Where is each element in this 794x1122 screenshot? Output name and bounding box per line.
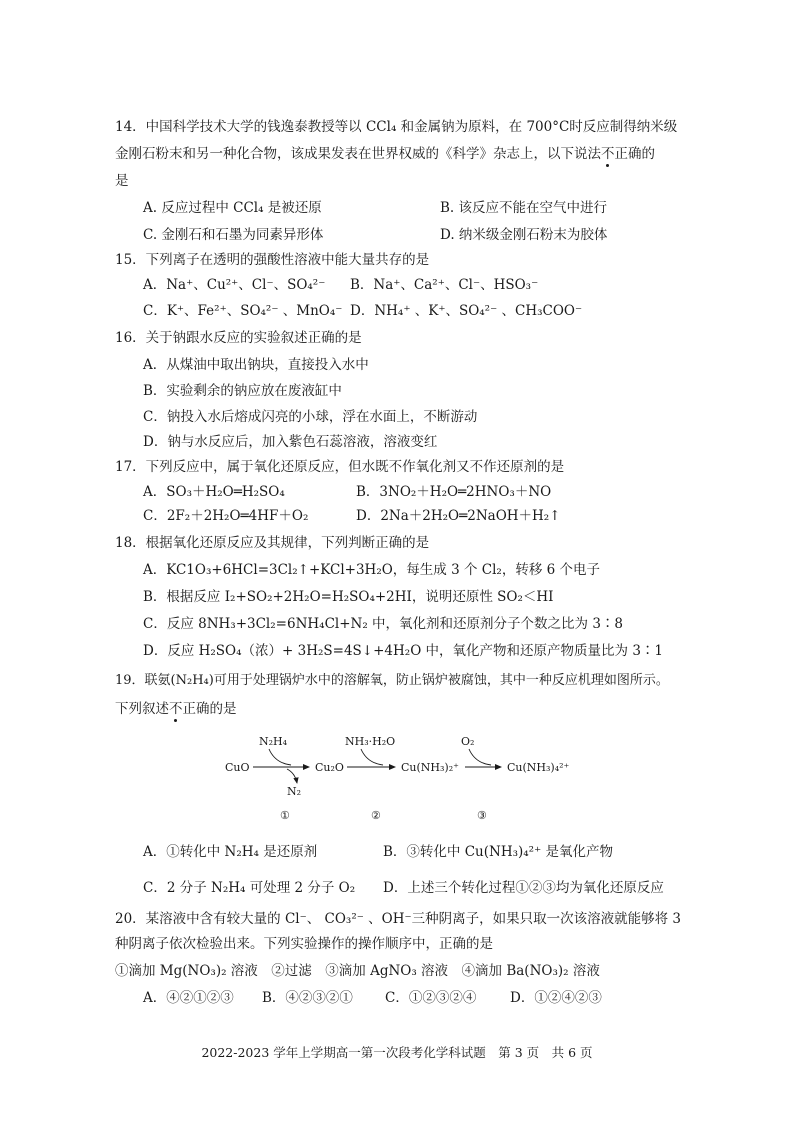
- q14-emphasis-not: 不: [601, 146, 615, 162]
- q20-operations: ①滴加 Mg(NO₃)₂ 溶液 ②过滤 ③滴加 AgNO₃ 溶液 ④滴加 Ba(NO₃)₂ 溶液: [115, 963, 600, 979]
- curve-reagent1: [269, 749, 291, 765]
- q19-stem-line1: 19．联氨(N₂H₄)可用于处理锅炉水中的溶解氧，防止锅炉被腐蚀，其中一种反应机理如图所示。: [115, 673, 669, 688]
- reagent-nh3-h2o: NH₃·H₂O: [345, 735, 396, 748]
- step-label-1: ①: [280, 809, 290, 822]
- q14-option-a: A. 反应过程中 CCl₄ 是被还原: [143, 200, 322, 216]
- species-cu-nh3-4: Cu(NH₃)₄²⁺: [507, 761, 570, 774]
- q14-option-b: B. 该反应不能在空气中进行: [440, 200, 608, 216]
- species-cu2o: Cu₂O: [315, 761, 344, 774]
- q17-stem: 17．下列反应中，属于氧化还原反应，但水既不作氧化剂又不作还原剂的是: [115, 459, 565, 475]
- q19-option-d: D．上述三个转化过程①②③均为氧化还原反应: [383, 880, 664, 896]
- q14-stem-line1: 14．中国科学技术大学的钱逸泰教授等以 CCl₄ 和金属钠为原料，在 700°C时反应制得纳米级: [115, 119, 678, 135]
- q15-option-c: C．K⁺、Fe²⁺、SO₄²⁻ 、MnO₄⁻: [143, 303, 343, 319]
- q17-option-d: D．2Na＋2H₂O═2NaOH＋H₂↑: [356, 508, 561, 524]
- q14-option-d: D. 纳米级金刚石粉末为胶体: [440, 227, 608, 243]
- q16-option-a: A．从煤油中取出钠块，直接投入水中: [143, 357, 369, 373]
- step-label-2: ②: [371, 809, 381, 822]
- q19-stem-line2-b: 正确的是: [182, 701, 237, 717]
- curve-reagent3: [469, 749, 491, 765]
- curve-reagent2: [361, 749, 383, 765]
- q18-option-c: C．反应 8NH₃+3Cl₂=6NH₄Cl+N₂ 中，氧化剂和还原剂分子个数之比为 3∶8: [143, 616, 624, 632]
- q19-option-c: C．2 分子 N₂H₄ 可处理 2 分子 O₂: [143, 880, 356, 896]
- page-footer: 2022-2023 学年上学期高一第一次段考化学科试题 第 3 页 共 6 页: [201, 1045, 593, 1060]
- q17-option-c: C．2F₂＋2H₂O═4HF＋O₂: [143, 508, 309, 524]
- q14-stem-line2-a: 金刚石粉末和另一种化合物，该成果发表在世界权威的《科学》杂志上，以下说法: [115, 146, 601, 162]
- q16-option-c: C．钠投入水后熔成闪亮的小球，浮在水面上，不断游动: [143, 409, 478, 425]
- q17-option-b: B．3NO₂＋H₂O═2HNO₃＋NO: [356, 484, 552, 500]
- q16-option-b: B．实验剩余的钠应放在废液缸中: [143, 383, 342, 399]
- reagent-o2: O₂: [461, 735, 475, 748]
- q15-stem: 15．下列离子在透明的强酸性溶液中能大量共存的是: [115, 252, 430, 268]
- q19-emphasis-not: 不: [169, 701, 183, 717]
- q19-stem-line2: [115, 700, 237, 718]
- q18-stem: 18．根据氧化还原反应及其规律，下列判断正确的是: [115, 535, 430, 551]
- q18-option-d: D．反应 H₂SO₄（浓）+ 3H₂S=4S↓+4H₂O 中，氧化产物和还原产物质量比为 3∶1: [143, 643, 664, 659]
- reagent-n2h4: N₂H₄: [259, 735, 288, 748]
- q19-stem-line2-a: 下列叙述: [115, 701, 169, 717]
- species-cuo: CuO: [225, 761, 250, 774]
- curve-product1: [287, 769, 297, 783]
- q19-option-a: A．①转化中 N₂H₄ 是还原剂: [143, 844, 318, 860]
- q14-stem-line2-b: 正确的: [614, 146, 655, 162]
- q15-option-b: B．Na⁺、Ca²⁺、Cl⁻、HSO₃⁻: [350, 277, 539, 293]
- q19-option-b: B．③转化中 Cu(NH₃)₄²⁺ 是氧化产物: [383, 844, 614, 860]
- q20-option-b: B．④②③②①: [262, 990, 353, 1006]
- q15-option-a: A．Na⁺、Cu²⁺、Cl⁻、SO₄²⁻: [143, 277, 326, 293]
- q16-option-d: D．钠与水反应后，加入紫色石蕊溶液，溶液变红: [143, 434, 438, 450]
- q14-stem-line3: 是: [115, 173, 129, 189]
- q20-stem-line1: 20．某溶液中含有较大量的 Cl⁻、 CO₃²⁻ 、OH⁻三种阴离子，如果只取一次该溶液就能够将 3: [115, 911, 682, 927]
- q18-option-a: A．KC1O₃+6HCl=3Cl₂↑+KCl+3H₂O，每生成 3 个 Cl₂，转移 6 个电子: [143, 562, 600, 578]
- reaction-mechanism-diagram: [225, 735, 605, 825]
- product-n2: N₂: [287, 785, 302, 798]
- q20-option-a: A．④②①②③: [143, 990, 234, 1006]
- q14-option-c: C. 金刚石和石墨为同素异形体: [143, 227, 324, 243]
- q20-option-c: C．①②③②④: [385, 990, 477, 1006]
- q17-option-a: A．SO₃＋H₂O═H₂SO₄: [143, 484, 285, 500]
- q15-option-d: D．NH₄⁺ 、K⁺、SO₄²⁻ 、CH₃COO⁻: [350, 303, 583, 319]
- species-cu-nh3-2: Cu(NH₃)₂⁺: [401, 761, 459, 774]
- q18-option-b: B．根据反应 I₂+SO₂+2H₂O=H₂SO₄+2HI，说明还原性 SO₂＜HI: [143, 589, 554, 605]
- q20-stem-line2: 种阴离子依次检验出来。下列实验操作的操作顺序中，正确的是: [115, 936, 493, 952]
- q14-stem-line2: [115, 145, 655, 163]
- q16-stem: 16．关于钠跟水反应的实验叙述正确的是: [115, 330, 362, 346]
- step-label-3: ③: [477, 809, 487, 822]
- q20-option-d: D．①②④②③: [510, 990, 602, 1006]
